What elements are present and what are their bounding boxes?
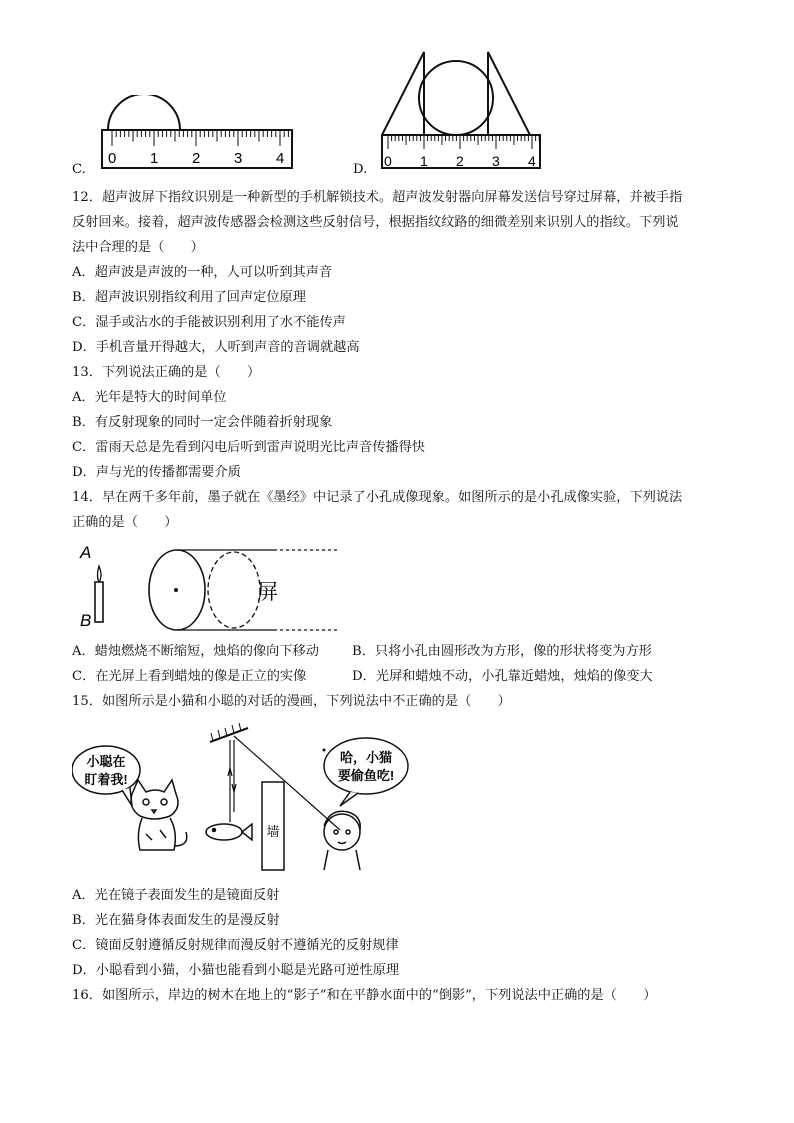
q12-stem-line-3: 法中合理的是（ ） [72, 240, 204, 255]
q13-stem: 13．下列说法正确的是（ ） [72, 365, 261, 380]
mirror [210, 728, 248, 742]
option-c-ruler-diagram [72, 95, 302, 180]
right-triangle [488, 52, 530, 135]
q15-option-a: A．光在镜子表面发生的是镜面反射 [72, 888, 280, 903]
boy-speech-bubble [324, 738, 408, 794]
ruler-tick-label-3: 3 [492, 153, 500, 169]
q15-stem: 15．如图所示是小猫和小聪的对话的漫画，下列说法中不正确的是（ ） [72, 694, 511, 709]
q15-option-d: D．小聪看到小猫，小猫也能看到小聪是光路可逆性原理 [72, 963, 400, 978]
boy-bubble-line-1: 哈，小猫 [339, 750, 393, 765]
option-c-label: C. [72, 162, 86, 177]
ruler-tick-label-0: 0 [384, 153, 392, 169]
q14-option-c: C．在光屏上看到蜡烛的像是正立的实像 [72, 669, 307, 684]
q13-option-a: A．光年是特大的时间单位 [72, 390, 227, 405]
cat-bubble-line-2: 盯着我! [84, 772, 128, 787]
ruler-tick-label-1: 1 [420, 153, 428, 169]
q14-stem-line-1: 14．早在两千多年前，墨子就在《墨经》中记录了小孔成像现象。如图所示的是小孔成像实验，下列说法 [72, 490, 683, 505]
ruler-tick-label-4: 4 [528, 153, 536, 169]
option-d-figure [378, 40, 558, 180]
q15-option-b: B．光在猫身体表面发生的是漫反射 [72, 913, 280, 928]
screen-ellipse [208, 552, 260, 628]
circle-shape [419, 61, 493, 135]
point-b-label: B [80, 611, 92, 630]
cat-bubble-line-1: 小聪在 [86, 754, 126, 769]
pinhole [174, 588, 178, 592]
ruler-tick-label-2: 2 [192, 150, 201, 167]
q13-option-b: B．有反射现象的同时一定会伴随着折射现象 [72, 415, 333, 430]
q12-option-b: B．超声波识别指纹利用了回声定位原理 [72, 290, 306, 305]
ruler-tick-label-0: 0 [108, 150, 117, 167]
wall-label: 墙 [266, 824, 280, 839]
cat-mirror-diagram [72, 722, 432, 877]
ruler-tick-label-2: 2 [456, 153, 464, 169]
option-d-ruler-diagram [378, 40, 558, 180]
q12-option-c: C．湿手或沾水的手能被识别利用了水不能传声 [72, 315, 346, 330]
cat-mirror-cartoon [72, 722, 432, 877]
pinhole-camera-figure [72, 538, 342, 638]
q12-stem-line-2: 反射回来。接着，超声波传感器会检测这些反射信号，根据指纹纹路的细微差别来识别人的指纹。下列说 [72, 215, 679, 230]
screen-label: 屏 [257, 581, 278, 604]
ruler-tick-label-4: 4 [276, 150, 285, 167]
pinhole-camera-diagram [72, 538, 342, 638]
q12-option-a: A．超声波是声波的一种，人可以听到其声音 [72, 265, 333, 280]
q12-stem-line-1: 12．超声波屏下指纹识别是一种新型的手机解锁技术。超声波发射器向屏幕发送信号穿过屏幕，并被手指 [72, 190, 683, 205]
q13-option-c: C．雷雨天总是先看到闪电后听到雷声说明光比声音传播得快 [72, 440, 425, 455]
point-a-label: A [80, 543, 92, 562]
fish-icon [206, 824, 252, 840]
boy-bubble-line-2: 要偷鱼吃! [337, 768, 395, 783]
q14-option-b: B．只将小孔由圆形改为方形，像的形状将变为方形 [352, 644, 652, 659]
q16-stem: 16．如图所示，岸边的树木在地上的“影子”和在平静水面中的“倒影”，下列说法中正确的是（ ） [72, 988, 657, 1003]
q14-option-d: D．光屏和蜡烛不动，小孔靠近蜡烛，烛焰的像变大 [352, 669, 653, 684]
option-d-label: D. [353, 162, 368, 177]
ruler-tick-label-3: 3 [234, 150, 243, 167]
option-c-figure [72, 95, 302, 180]
q15-option-c: C．镜面反射遵循反射规律而漫反射不遵循光的反射规律 [72, 938, 399, 953]
ruler-tick-label-1: 1 [150, 150, 159, 167]
q14-stem-line-2: 正确的是（ ） [72, 515, 178, 530]
left-triangle [382, 52, 424, 135]
cat-icon [131, 780, 187, 850]
boy-icon [324, 811, 360, 870]
candle-icon [95, 582, 103, 622]
candle-flame-icon [98, 566, 102, 582]
q14-option-a: A．蜡烛燃烧不断缩短，烛焰的像向下移动 [72, 644, 319, 659]
semicircle-shape [108, 95, 180, 130]
q13-option-d: D．声与光的传播都需要介质 [72, 465, 241, 480]
q12-option-d: D．手机音量开得越大，人听到声音的音调就越高 [72, 340, 360, 355]
